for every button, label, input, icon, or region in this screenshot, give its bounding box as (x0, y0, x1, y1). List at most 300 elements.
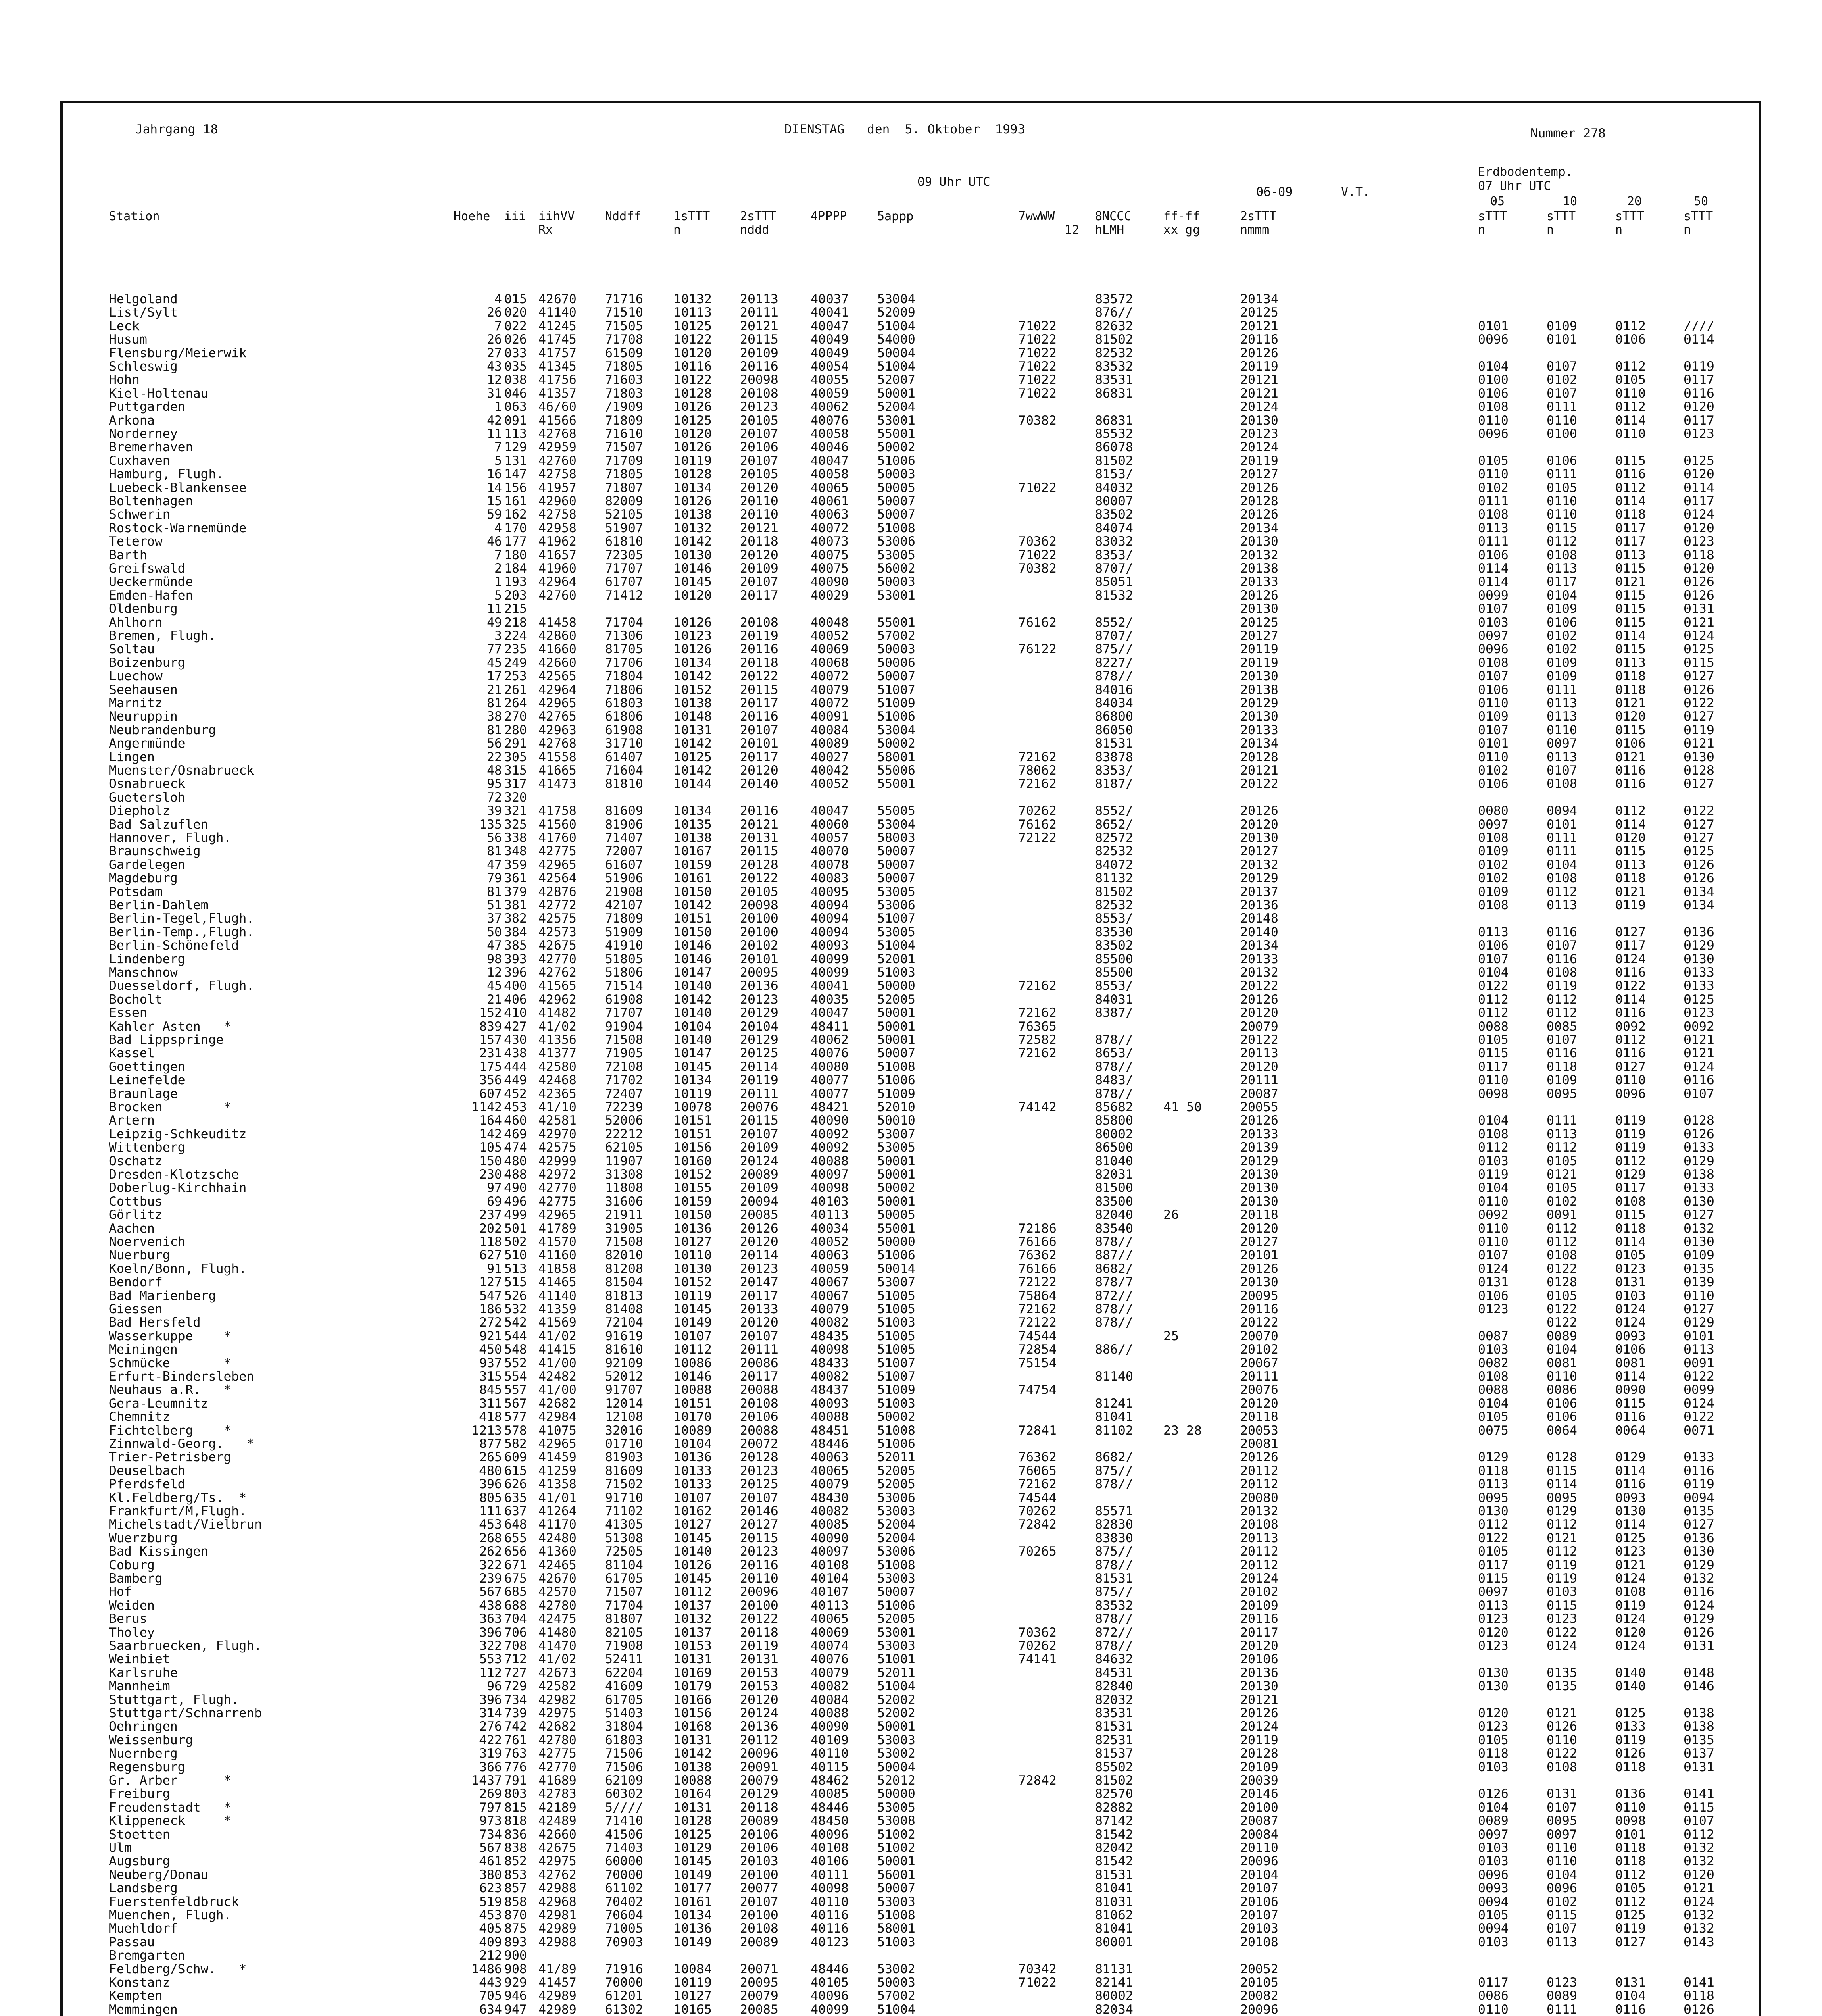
cell-tendency: 53005 (877, 548, 915, 562)
cell-cloud: 8682/ (1095, 1261, 1133, 1276)
cell-station-name: Neubrandenburg (109, 723, 216, 737)
cell-station-name: Berlin-Dahlem (109, 898, 208, 912)
cell-sttt2: 20120 (740, 1235, 778, 1249)
cell-station-name: Stuttgart, Flugh. (109, 1692, 239, 1707)
cell-station-id: 688 (504, 1598, 527, 1613)
cell-vt-temp: 20148 (1240, 911, 1278, 926)
cell-nddff: 61705 (605, 1571, 643, 1586)
cell-weather: 71022 (1018, 548, 1057, 562)
cell-vt-temp: 20146 (1240, 1787, 1278, 1801)
cell-hoehe: 96 (487, 1679, 502, 1694)
cell-station-name: Kiel-Holtenau (109, 386, 208, 401)
cell-soil-20: 0112 (1615, 1894, 1646, 1909)
cell-hoehe: 461 (479, 1854, 502, 1869)
cell-vt-temp: 20112 (1240, 1544, 1278, 1559)
cell-iihvv: 41756 (538, 373, 577, 387)
cell-sttt1: 10150 (673, 925, 712, 939)
cell-station-id: 929 (504, 1975, 527, 1990)
cell-soil-05: 0104 (1478, 1396, 1509, 1411)
cell-soil-10: 0109 (1547, 669, 1577, 684)
cell-nddff: 81609 (605, 1463, 643, 1478)
cell-tendency: 51003 (877, 965, 915, 980)
cell-sttt1: 10150 (673, 1208, 712, 1223)
cell-station-id: 361 (504, 871, 527, 886)
cell-hoehe: 127 (479, 1275, 502, 1290)
cell-sttt1: 10145 (673, 1531, 712, 1545)
cell-sttt1: 10132 (673, 292, 712, 306)
cell-hoehe: 567 (479, 1585, 502, 1599)
cell-soil-10: 0112 (1547, 1517, 1577, 1532)
cell-vt-temp: 20121 (1240, 319, 1278, 333)
col-1sttt-sub: n (673, 223, 681, 237)
cell-soil-05: 0110 (1478, 696, 1509, 710)
cell-sttt1: 10136 (673, 1221, 712, 1236)
cell-sttt1: 10133 (673, 1463, 712, 1478)
cell-soil-10: 0111 (1547, 2002, 1577, 2016)
cell-vt-temp: 20130 (1240, 1275, 1278, 1290)
cell-sttt1: 10131 (673, 1733, 712, 1747)
cell-soil-20: 0124 (1615, 1639, 1646, 1653)
cell-sttt2: 20105 (740, 413, 778, 428)
cell-sttt1: 10159 (673, 857, 712, 872)
cell-sttt2: 20098 (740, 373, 778, 387)
cell-sttt2: 20111 (740, 1342, 778, 1357)
cell-soil-05: 0106 (1478, 1288, 1509, 1303)
col-soil-05: sTTT (1478, 209, 1507, 223)
cell-station-id: 452 (504, 1086, 527, 1101)
cell-nddff: 51906 (605, 871, 643, 886)
cell-hoehe: 164 (479, 1113, 502, 1128)
cell-soil-10: 0105 (1547, 1154, 1577, 1168)
cell-pressure: 40052 (811, 629, 849, 643)
cell-cloud: 8707/ (1095, 561, 1133, 576)
cell-cloud: 8353/ (1095, 548, 1133, 562)
cell-iihvv: 42960 (538, 494, 577, 508)
cell-soil-50: 0117 (1684, 494, 1714, 508)
cell-sttt1: 10128 (673, 1814, 712, 1829)
cell-soil-10: 0126 (1547, 1719, 1577, 1734)
cell-station-name: Manschnow (109, 965, 178, 980)
cell-sttt2: 20089 (740, 1167, 778, 1182)
cell-sttt1: 10112 (673, 1342, 712, 1357)
cell-soil-50: 0135 (1684, 1504, 1714, 1518)
cell-pressure: 40076 (811, 1652, 849, 1667)
cell-vt-temp: 20129 (1240, 1154, 1278, 1168)
cell-cloud: 85800 (1095, 1113, 1133, 1128)
cell-station-id: 170 (504, 521, 527, 535)
cell-soil-10: 0112 (1547, 1235, 1577, 1249)
cell-sttt2: 20071 (740, 1962, 778, 1976)
cell-sttt1: 10160 (673, 1154, 712, 1168)
cell-soil-20: 0115 (1615, 723, 1646, 737)
cell-soil-20: 0118 (1615, 1760, 1646, 1774)
cell-vt-temp: 20132 (1240, 1504, 1278, 1518)
cell-station-id: 393 (504, 952, 527, 966)
cell-soil-05: 0097 (1478, 1827, 1509, 1842)
cell-station-name: Berlin-Temp.,Flugh. (109, 925, 254, 939)
cell-weather: 70362 (1018, 1625, 1057, 1640)
cell-soil-10: 0106 (1547, 453, 1577, 468)
cell-soil-10: 0112 (1547, 992, 1577, 1007)
cell-nddff: 81903 (605, 1450, 643, 1465)
cell-hoehe: 175 (479, 1059, 502, 1074)
cell-soil-50: 0134 (1684, 898, 1714, 912)
cell-station-name: Luebeck-Blankensee (109, 480, 247, 495)
col-ffff-sub: xx gg (1163, 223, 1200, 237)
cell-pressure: 40047 (811, 1006, 849, 1020)
cell-sttt2: 20118 (740, 1625, 778, 1640)
cell-station-name: Kl.Feldberg/Ts. * (109, 1490, 247, 1505)
cell-station-name: Deuselbach (109, 1463, 186, 1478)
cell-sttt1: 10149 (673, 1935, 712, 1949)
cell-cloud: 8483/ (1095, 1073, 1133, 1088)
cell-sttt1: 10107 (673, 1329, 712, 1343)
cell-soil-20: 0117 (1615, 521, 1646, 535)
cell-weather: 72842 (1018, 1773, 1057, 1788)
cell-vt-temp: 20095 (1240, 1288, 1278, 1303)
cell-tendency: 51001 (877, 1652, 915, 1667)
cell-soil-05: 0129 (1478, 1450, 1509, 1465)
cell-sttt1: 10134 (673, 655, 712, 670)
cell-soil-05: 0107 (1478, 1248, 1509, 1263)
cell-cloud: 86500 (1095, 1140, 1133, 1155)
cell-station-name: Memmingen (109, 2002, 178, 2016)
cell-soil-50: 0109 (1684, 1248, 1714, 1263)
cell-sttt2: 20109 (740, 1181, 778, 1195)
cell-iihvv: 41962 (538, 534, 577, 549)
cell-sttt2: 20094 (740, 1194, 778, 1209)
cell-station-name: Konstanz (109, 1975, 170, 1990)
cell-sttt2: 20109 (740, 1140, 778, 1155)
cell-nddff: 81504 (605, 1275, 643, 1290)
cell-hoehe: 81 (487, 844, 502, 859)
col-depth-20: 20 (1627, 194, 1642, 208)
cell-pressure: 40065 (811, 1612, 849, 1627)
cell-soil-20: 0114 (1615, 1517, 1646, 1532)
cell-vt-temp: 20126 (1240, 588, 1278, 603)
cell-soil-10: 0111 (1547, 682, 1577, 697)
cell-nddff: 71905 (605, 1046, 643, 1061)
cell-hoehe: 231 (479, 1046, 502, 1061)
cell-station-name: Ueckermünde (109, 575, 193, 589)
cell-vt-temp: 20127 (1240, 1235, 1278, 1249)
cell-station-name: Bad Salzuflen (109, 817, 208, 832)
cell-soil-10: 0121 (1547, 1531, 1577, 1545)
cell-soil-10: 0095 (1547, 1086, 1577, 1101)
cell-sttt1: 10133 (673, 1477, 712, 1492)
cell-station-id: 235 (504, 642, 527, 657)
cell-hoehe: 409 (479, 1935, 502, 1949)
cell-hoehe: 422 (479, 1733, 502, 1747)
cell-iihvv: 42189 (538, 1800, 577, 1815)
cell-sttt1: 10149 (673, 1315, 712, 1330)
cell-station-id: 305 (504, 750, 527, 764)
cell-soil-10: 0123 (1547, 1975, 1577, 1990)
vt-label: V.T. (1341, 185, 1370, 199)
cell-vt-temp: 20120 (1240, 817, 1278, 832)
cell-nddff: 72505 (605, 1544, 643, 1559)
cell-station-name: Hohn (109, 373, 140, 387)
cell-iihvv: 41457 (538, 1975, 577, 1990)
cell-cloud: 81041 (1095, 1881, 1133, 1896)
cell-soil-50: 0114 (1684, 480, 1714, 495)
cell-station-id: 803 (504, 1787, 527, 1801)
col-soil-10-sub: n (1547, 223, 1554, 237)
cell-tendency: 52002 (877, 1692, 915, 1707)
cell-tendency: 51006 (877, 1598, 915, 1613)
cell-cloud: 83502 (1095, 938, 1133, 953)
cell-tendency: 51002 (877, 1841, 915, 1855)
cell-vt-temp: 20130 (1240, 1194, 1278, 1209)
cell-pressure: 40084 (811, 723, 849, 737)
cell-soil-20: 0116 (1615, 1046, 1646, 1061)
cell-iihvv: 42673 (538, 1665, 577, 1680)
cell-soil-50: 0117 (1684, 413, 1714, 428)
cell-station-name: Neuberg/Donau (109, 1867, 208, 1882)
cell-pressure: 40041 (811, 305, 849, 320)
cell-sttt2: 20120 (740, 763, 778, 778)
cell-tendency: 50001 (877, 386, 915, 401)
cell-soil-50: 0118 (1684, 1989, 1714, 2004)
cell-soil-20: 0116 (1615, 1006, 1646, 1020)
cell-vt-temp: 20133 (1240, 575, 1278, 589)
cell-tendency: 52011 (877, 1665, 915, 1680)
cell-pressure: 40099 (811, 965, 849, 980)
cell-vt-temp: 20130 (1240, 413, 1278, 428)
cell-soil-10: 0108 (1547, 1248, 1577, 1263)
cell-soil-10: 0109 (1547, 319, 1577, 333)
cell-nddff: 71410 (605, 1814, 643, 1829)
cell-vt-temp: 20133 (1240, 952, 1278, 966)
cell-pressure: 40075 (811, 548, 849, 562)
cell-station-id: 542 (504, 1315, 527, 1330)
cell-iihvv: 42768 (538, 427, 577, 441)
cell-pressure: 40072 (811, 669, 849, 684)
cell-hoehe: 1486 (471, 1962, 502, 1976)
cell-station-name: Berus (109, 1612, 147, 1627)
cell-vt-temp: 20126 (1240, 346, 1278, 360)
cell-station-name: Kahler Asten * (109, 1019, 231, 1034)
cell-soil-20: 0127 (1615, 925, 1646, 939)
cell-cloud: 878// (1095, 669, 1133, 684)
cell-station-id: 502 (504, 1235, 527, 1249)
cell-nddff: 91904 (605, 1019, 643, 1034)
cell-sttt1: 10126 (673, 400, 712, 414)
cell-sttt2: 20122 (740, 1612, 778, 1627)
cell-soil-10: 0116 (1547, 925, 1577, 939)
cell-station-id: 490 (504, 1181, 527, 1195)
cell-hoehe: 607 (479, 1086, 502, 1101)
cell-station-name: Oschatz (109, 1154, 163, 1168)
cell-sttt1: 10137 (673, 1625, 712, 1640)
cell-sttt2: 20119 (740, 1073, 778, 1088)
cell-soil-20: 0123 (1615, 1544, 1646, 1559)
cell-soil-05: 0117 (1478, 1059, 1509, 1074)
cell-tendency: 55001 (877, 427, 915, 441)
cell-iihvv: 42970 (538, 1127, 577, 1141)
cell-hoehe: 118 (479, 1235, 502, 1249)
cell-soil-50: 0132 (1684, 1854, 1714, 1869)
cell-station-name: Muenster/Osnabrueck (109, 763, 254, 778)
cell-soil-50: 0131 (1684, 602, 1714, 616)
cell-iihvv: 42775 (538, 844, 577, 859)
cell-nddff: 71704 (605, 1598, 643, 1613)
cell-cloud: 81542 (1095, 1854, 1133, 1869)
cell-vt-temp: 20123 (1240, 427, 1278, 441)
cell-soil-50: 0126 (1684, 575, 1714, 589)
cell-soil-05: 0105 (1478, 1733, 1509, 1747)
cell-iihvv: 41357 (538, 386, 577, 401)
cell-cloud: 878// (1095, 1033, 1133, 1047)
cell-iihvv: 42564 (538, 871, 577, 886)
cell-station-name: Potsdam (109, 884, 163, 899)
cell-soil-20: 0121 (1615, 1558, 1646, 1572)
cell-tendency: 51004 (877, 319, 915, 333)
cell-station-name: Teterow (109, 534, 163, 549)
cell-hoehe: 21 (487, 992, 502, 1007)
cell-sttt2: 20117 (740, 588, 778, 603)
cell-soil-10: 0112 (1547, 884, 1577, 899)
col-soil-50-sub: n (1684, 223, 1691, 237)
cell-cloud: 80002 (1095, 1127, 1133, 1141)
cell-soil-05: 0114 (1478, 561, 1509, 576)
cell-vt-temp: 20122 (1240, 1033, 1278, 1047)
cell-station-name: Cottbus (109, 1194, 163, 1209)
cell-station-id: 444 (504, 1059, 527, 1074)
cell-vt-temp: 20127 (1240, 467, 1278, 482)
col-8nccc-sub: hLMH (1095, 223, 1124, 237)
cell-pressure: 40099 (811, 2002, 849, 2016)
cell-pressure: 40098 (811, 1181, 849, 1195)
cell-iihvv: 42682 (538, 1719, 577, 1734)
cell-pressure: 40082 (811, 1315, 849, 1330)
cell-pressure: 40062 (811, 1033, 849, 1047)
cell-station-id: 582 (504, 1437, 527, 1451)
col-soil-10: sTTT (1547, 209, 1576, 223)
cell-tendency: 50001 (877, 1019, 915, 1034)
cell-sttt2: 20109 (740, 561, 778, 576)
cell-station-id: 706 (504, 1625, 527, 1640)
cell-sttt1: 10142 (673, 736, 712, 751)
cell-station-id: 946 (504, 1989, 527, 2004)
cell-soil-10: 0108 (1547, 1760, 1577, 1774)
cell-soil-20: 0112 (1615, 1154, 1646, 1168)
cell-sttt2: 20110 (740, 507, 778, 522)
cell-hoehe: 48 (487, 763, 502, 778)
cell-soil-05: 0105 (1478, 1410, 1509, 1425)
cell-sttt1: 10131 (673, 1652, 712, 1667)
cell-soil-05: 0102 (1478, 480, 1509, 495)
cell-soil-50: 0129 (1684, 1315, 1714, 1330)
cell-nddff: 41910 (605, 938, 643, 953)
cell-station-name: Magdeburg (109, 871, 178, 886)
cell-cloud: 81102 (1095, 1423, 1133, 1438)
cell-sttt2: 20121 (740, 817, 778, 832)
cell-soil-20: 0114 (1615, 992, 1646, 1007)
cell-soil-05: 0109 (1478, 709, 1509, 724)
cell-iihvv: 41/89 (538, 1962, 577, 1976)
cell-soil-05: 0131 (1478, 1275, 1509, 1290)
cell-soil-20: 0140 (1615, 1679, 1646, 1694)
cell-pressure: 40027 (811, 750, 849, 764)
cell-tendency: 54000 (877, 332, 915, 347)
cell-sttt2: 20091 (740, 1760, 778, 1774)
cell-sttt2: 20146 (740, 1504, 778, 1518)
cell-vt-temp: 20087 (1240, 1814, 1278, 1829)
cell-station-id: 384 (504, 925, 527, 939)
cell-tendency: 51005 (877, 1342, 915, 1357)
cell-iihvv: 42565 (538, 669, 577, 684)
cell-soil-05: 0096 (1478, 332, 1509, 347)
cell-station-name: Cuxhaven (109, 453, 170, 468)
cell-sttt1: 10134 (673, 1908, 712, 1922)
cell-sttt2: 20136 (740, 979, 778, 993)
cell-nddff: 31804 (605, 1719, 643, 1734)
cell-tendency: 50001 (877, 1154, 915, 1168)
cell-tendency: 53006 (877, 1544, 915, 1559)
col-soil-50: sTTT (1684, 209, 1713, 223)
cell-weather: 70342 (1018, 1962, 1057, 1976)
cell-iihvv: 46/60 (538, 400, 577, 414)
cell-soil-05: 0103 (1478, 1154, 1509, 1168)
cell-station-name: Stoetten (109, 1827, 170, 1842)
cell-soil-50: 0127 (1684, 1517, 1714, 1532)
cell-soil-10: 0113 (1547, 750, 1577, 764)
cell-hoehe: 322 (479, 1558, 502, 1572)
cell-tendency: 51007 (877, 1356, 915, 1370)
cell-pressure: 40076 (811, 413, 849, 428)
cell-vt-temp: 20130 (1240, 669, 1278, 684)
cell-tendency: 50007 (877, 1046, 915, 1061)
cell-iihvv: 42780 (538, 1733, 577, 1747)
cell-nddff: 71507 (605, 1585, 643, 1599)
cell-weather: 70262 (1018, 1639, 1057, 1653)
cell-cloud: 85571 (1095, 1504, 1133, 1518)
col-depth-50: 50 (1694, 194, 1709, 208)
cell-soil-05: 0124 (1478, 1261, 1509, 1276)
col-iii: iii (504, 209, 526, 223)
cell-nddff: 91707 (605, 1383, 643, 1397)
cell-station-id: 113 (504, 427, 527, 441)
cell-vt-temp: 20055 (1240, 1100, 1278, 1114)
cell-sttt1: 10126 (673, 615, 712, 630)
cell-hoehe: 98 (487, 952, 502, 966)
cell-hoehe: 623 (479, 1881, 502, 1896)
cell-tendency: 50002 (877, 736, 915, 751)
cell-iihvv: 42582 (538, 1679, 577, 1694)
cell-vt-temp: 20126 (1240, 1450, 1278, 1465)
cell-sttt1: 10086 (673, 1356, 712, 1370)
cell-soil-10: 0116 (1547, 952, 1577, 966)
cell-cloud: 82031 (1095, 1167, 1133, 1182)
cell-hoehe: 272 (479, 1315, 502, 1330)
cell-sttt1: 10119 (673, 1975, 712, 1990)
cell-vt-temp: 20130 (1240, 534, 1278, 549)
cell-soil-50: 0126 (1684, 1625, 1714, 1640)
cell-soil-50: 0133 (1684, 965, 1714, 980)
cell-soil-10: 0112 (1547, 1221, 1577, 1236)
cell-soil-50: 0132 (1684, 1841, 1714, 1855)
cell-weather: 71022 (1018, 346, 1057, 360)
cell-soil-50: 0071 (1684, 1423, 1714, 1438)
cell-soil-50: 0141 (1684, 1975, 1714, 1990)
cell-soil-05: 0122 (1478, 979, 1509, 993)
cell-vt-temp: 20130 (1240, 602, 1278, 616)
cell-cloud: 83532 (1095, 359, 1133, 374)
cell-sttt1: 10132 (673, 521, 712, 535)
cell-nddff: 71603 (605, 373, 643, 387)
cell-sttt1: 10134 (673, 804, 712, 818)
